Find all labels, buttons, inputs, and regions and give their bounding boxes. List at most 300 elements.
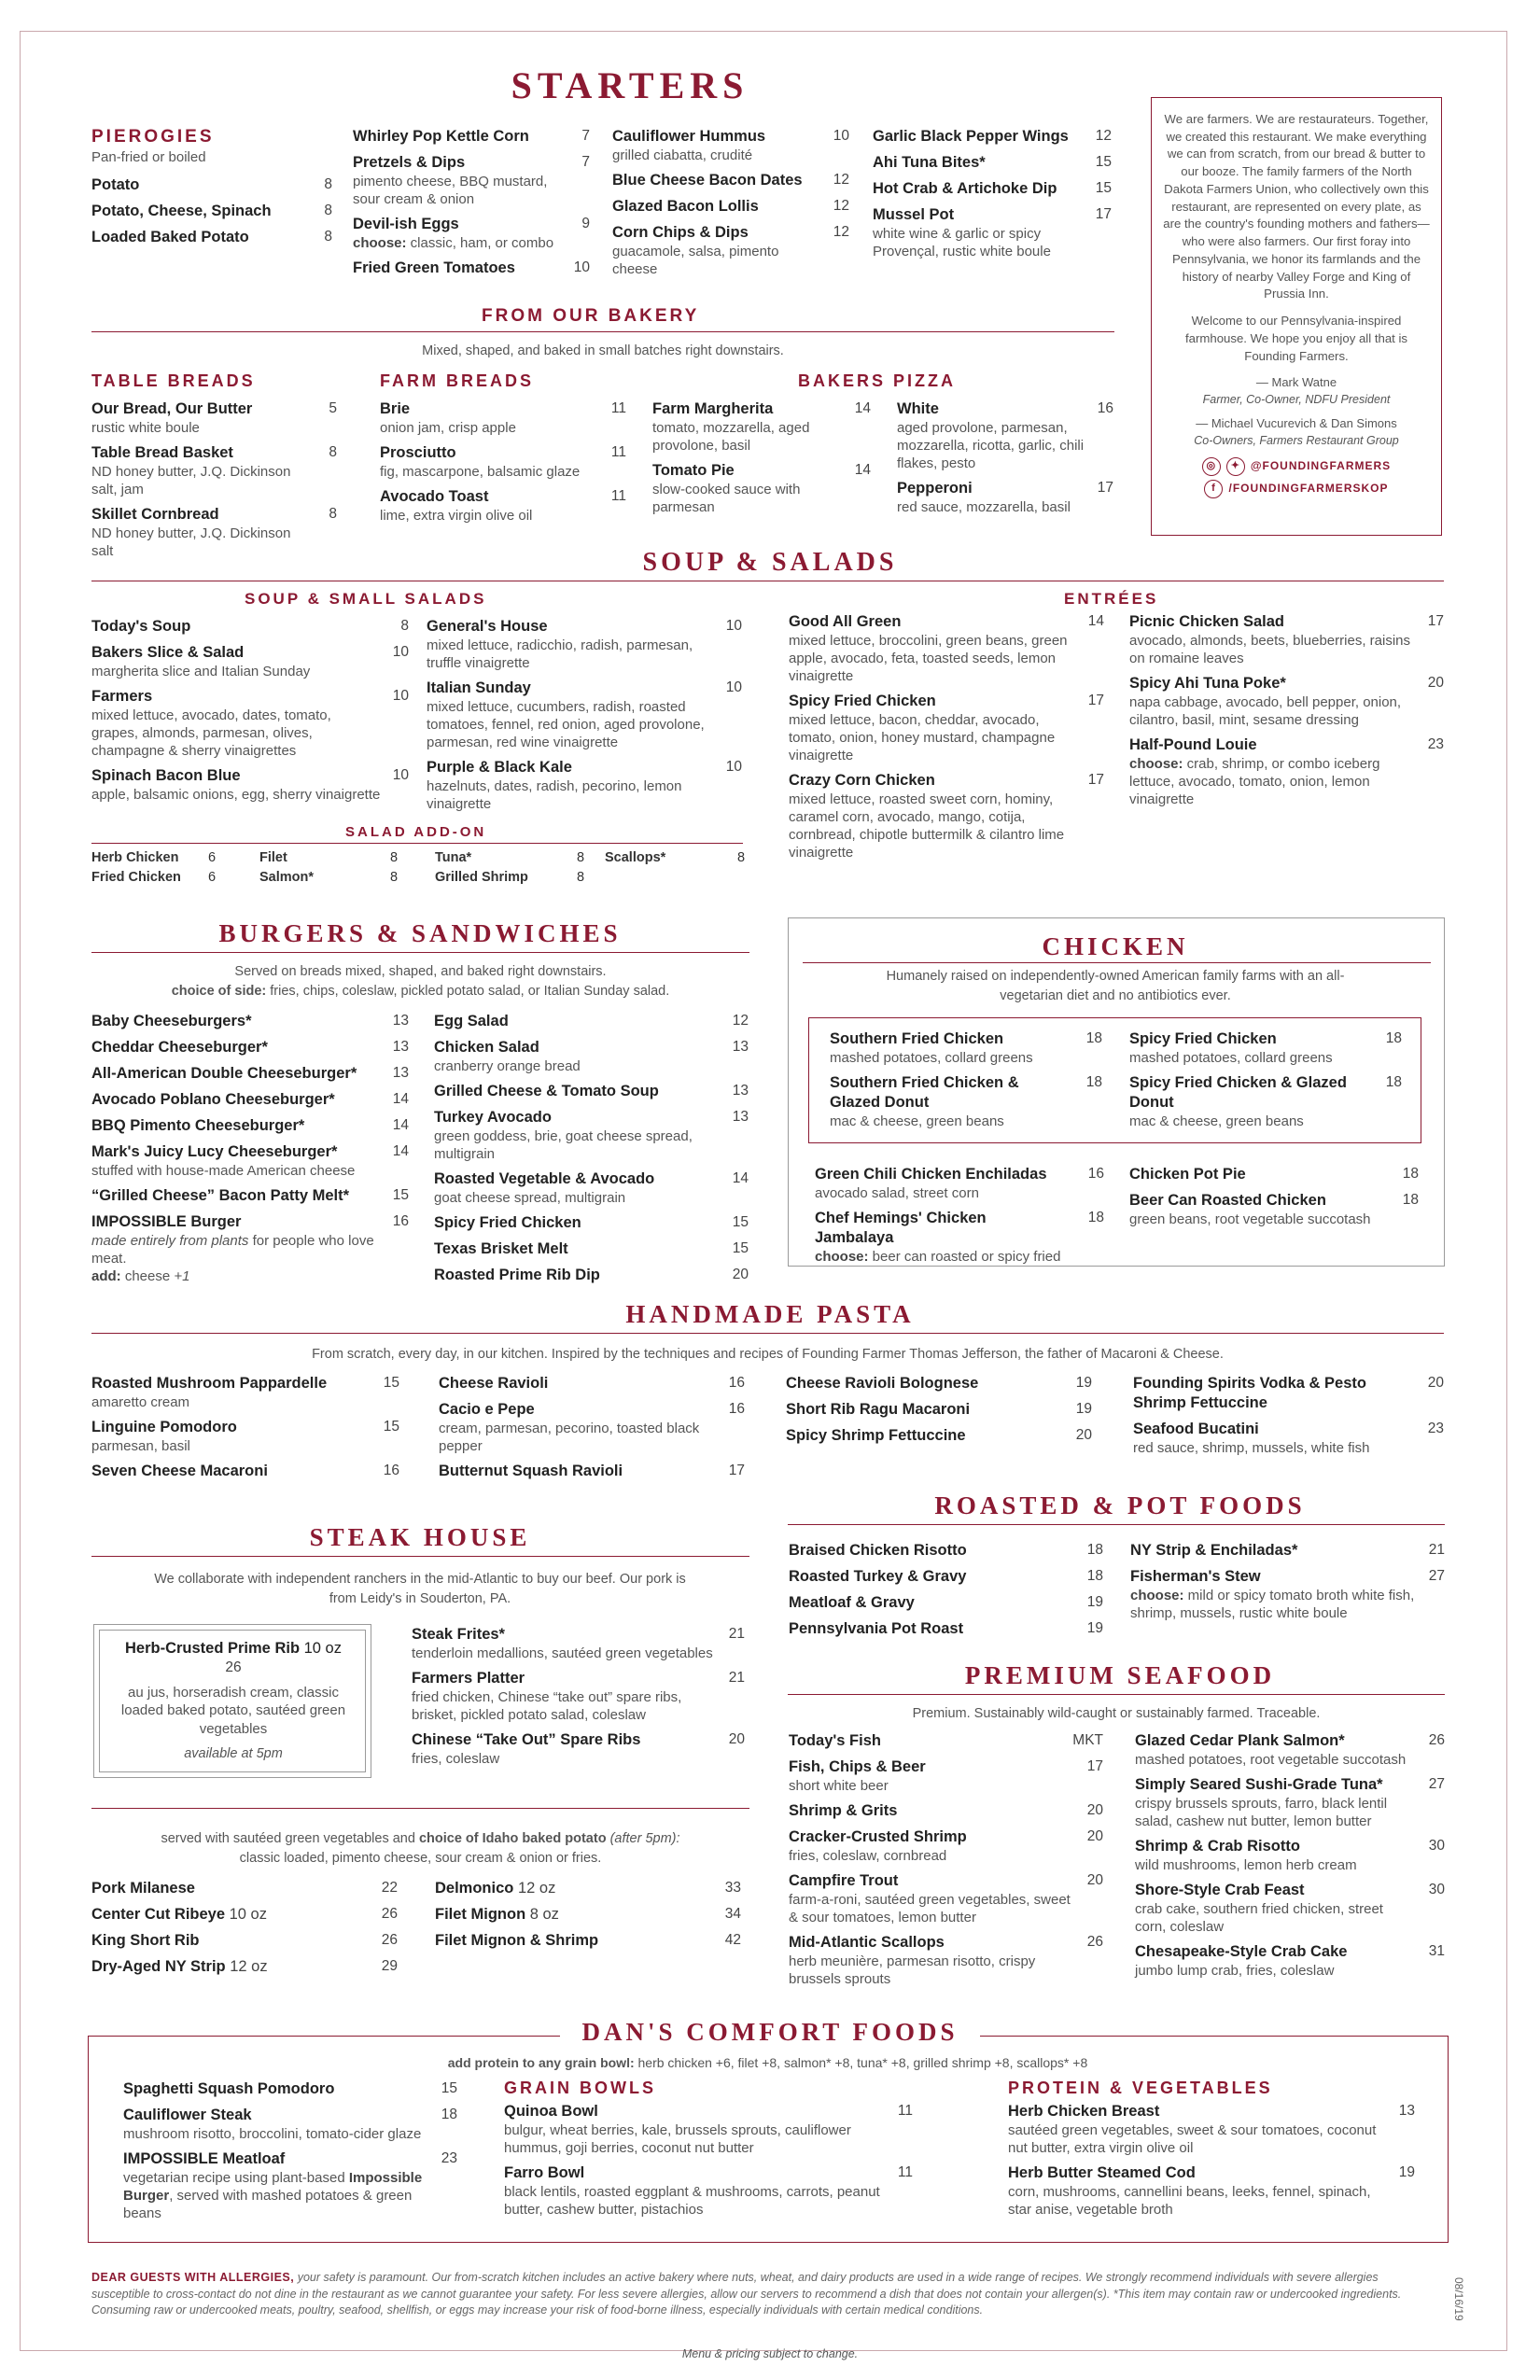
item-price: 15 [732,1239,749,1256]
comfort-column-2 [504,2102,913,2225]
item-desc-label: choose: [353,234,407,251]
menu-item [123,2079,457,2099]
item-price: 16 [728,1400,745,1417]
item-desc [91,525,337,560]
item-desc-text: tomato, mozzarella, aged provolone, basil [652,419,810,454]
menu-item [612,197,849,217]
item-desc-text: napa cabbage, avocado, bell pepper, onion, cilantro, basil, mint, sesame dressing [1129,694,1402,729]
item-desc-text: mixed lettuce, avocado, dates, tomato, grapes, almonds, parmesan, olives, champagne & sherry vinaigrettes [91,707,331,759]
item-name [91,643,409,663]
item-desc-text: slow-cooked sauce with parmesan [652,482,801,516]
item-price: 23 [1427,1420,1444,1436]
item-name-text: IMPOSSIBLE Burger [91,1212,242,1230]
item-price: 19 [1075,1400,1092,1417]
item-name-text: Today's Fish [789,1732,881,1749]
item-name [412,1730,745,1750]
item-name-text: Egg Salad [434,1013,509,1029]
item-desc-italic: made entirely from plants [91,1232,249,1249]
item-desc [427,698,742,751]
item-price: 14 [854,462,871,479]
item-desc [652,481,871,516]
item-desc [612,243,849,278]
item-price: 13 [392,1038,409,1055]
addon-price: 8 [577,870,585,885]
item-name-text: Farmers [91,687,153,705]
item-price: 18 [1086,1567,1103,1584]
menu-item [91,399,337,437]
twitter-icon: ✦ [1226,457,1245,476]
item-price: 13 [732,1108,749,1125]
item-desc-text: onion jam, crisp apple [380,419,516,436]
item-name-text: Fisherman's Stew [1130,1567,1261,1585]
steak-note: We collaborate with independent ranchers in the mid-Atlantic to buy our beef. Our pork is from Leidy's in Souderton, PA. [154,1572,686,1607]
pasta-column-4 [1133,1374,1444,1463]
item-name-text: Beer Can Roasted Chicken [1129,1191,1326,1209]
menu-item [873,205,1112,260]
menu-item [91,1090,409,1110]
item-desc-text: crab cake, southern fried chicken, street corn, coleslaw [1135,1901,1383,1936]
bakery-note: Mixed, shaped, and baked in small batches right downstairs. [422,343,784,358]
addon-name: Tuna* [435,850,472,865]
item-name [1133,1420,1444,1439]
item-price: 26 [381,1905,398,1922]
item-desc-text: mixed lettuce, broccolini, green beans, green apple, avocado, feta, toasted seeds, lemon vinaigrette [789,632,1068,685]
item-price: 17 [1427,613,1444,629]
item-desc-text: mac & cheese, green beans [1129,1113,1304,1129]
item-name-text: Cacio e Pepe [439,1400,535,1418]
comfort-column-3 [1008,2102,1415,2225]
item-desc-text: apple, balsamic onions, egg, sherry vinaigrette [91,787,381,803]
item-desc [353,234,590,252]
item-desc [815,1248,1104,1266]
item-desc-text: goat cheese spread, multigrain [434,1189,626,1206]
menu-item [91,175,332,195]
social-instagram[interactable] [1161,457,1432,476]
item-name [815,1209,1104,1248]
starters-column-2 [353,127,590,285]
menu-item [91,1905,398,1925]
item-desc [1129,1211,1419,1228]
addon-name: Fried Chicken [91,870,181,885]
item-desc [91,463,337,498]
item-name-text: Glazed Bacon Lollis [612,197,759,215]
item-name [434,1012,749,1031]
allergy-label: DEAR GUESTS WITH ALLERGIES, [91,2271,295,2284]
roasted-title: ROASTED & POT FOODS [934,1491,1306,1519]
item-price: 23 [441,2149,457,2166]
addon-price: 6 [208,870,217,885]
menu-item [1008,2102,1415,2157]
prime-rib-note: available at 5pm [184,1746,283,1762]
item-price: 10 [725,679,742,696]
item-desc-text: amaretto cream [91,1393,190,1410]
item-desc-text: crispy brussels sprouts, farro, black lentil salad, cashew nut butter, lemon butter [1135,1795,1388,1829]
item-desc [380,419,626,437]
menu-item [1133,1420,1444,1457]
item-name [786,1374,1092,1393]
menu-item [789,1757,1103,1795]
item-name-text: Avocado Poblano Cheeseburger* [91,1090,335,1108]
item-name [1129,735,1444,755]
item-name [786,1400,1092,1420]
item-price: 26 [381,1931,398,1948]
facebook-icon: f [1204,480,1223,498]
item-name [1129,674,1444,693]
starters-column-3 [612,127,849,285]
item-name-text: Mid-Atlantic Scallops [789,1933,945,1951]
item-desc [1129,693,1444,729]
item-name [435,1931,741,1951]
menu-item [897,399,1113,472]
item-name-text: Today's Soup [91,618,191,635]
item-desc-text: ND honey butter, J.Q. Dickinson salt, jam [91,463,291,497]
item-name [91,1879,398,1898]
item-name-text: Potato [91,176,140,193]
item-desc [1130,1587,1445,1622]
steak-note2-d: classic loaded, pimento cheese, sour cream & onion or fries. [239,1851,602,1867]
item-name-text: Glazed Cedar Plank Salmon* [1135,1732,1345,1749]
item-name [380,443,626,463]
menu-item [1129,1191,1419,1228]
item-name [789,1567,1103,1587]
item-desc-text: mashed potatoes, root vegetable succotash [1135,1751,1407,1768]
item-name-text: Pretzels & Dips [353,153,466,171]
menu-item [91,228,332,247]
item-name-text: Blue Cheese Bacon Dates [612,172,803,189]
item-price: 34 [724,1905,741,1922]
item-price: 30 [1428,1838,1445,1855]
bakery-title: FROM OUR BAKERY [482,306,700,326]
menu-item [353,259,590,278]
menu-item [1129,1073,1402,1130]
item-desc-text: mild or spicy tomato broth white fish, shrimp, mussels, rustic white boule [1130,1587,1415,1621]
item-name-text: Delmonico [435,1880,514,1897]
item-desc-text: grilled ciabatta, crudité [612,147,753,163]
item-name-text: Seven Cheese Macaroni [91,1463,268,1479]
item-desc-label: choose: [1130,1587,1184,1603]
item-name-text: Shrimp & Crab Risotto [1135,1838,1300,1855]
item-name [789,1757,1103,1777]
menu-item [873,179,1112,199]
item-name [91,1090,409,1110]
burgers-note [91,962,749,1001]
item-price: 15 [383,1419,399,1435]
item-add-label: add: [91,1267,121,1284]
item-name-text: Garlic Black Pepper Wings [873,128,1069,145]
item-desc [1008,2121,1415,2157]
item-price: 21 [728,1626,745,1642]
item-name [91,1116,409,1136]
addon-name: Herb Chicken [91,850,179,865]
item-name-text: Herb Chicken Breast [1008,2103,1160,2120]
role-1: Farmer, Co-Owner, NDFU President [1202,392,1391,406]
menu-item [353,153,590,208]
item-name [873,205,1112,225]
soup-column-2 [427,617,742,819]
item-price: 13 [392,1013,409,1029]
item-price: 20 [1086,1801,1103,1818]
farm-breads-list [380,399,626,531]
item-name-text: Picnic Chicken Salad [1129,613,1284,630]
item-name [91,1038,409,1057]
intro-paragraph-1: We are farmers. We are restaurateurs. Together, we created this restaurant. We make everything we can from scratch, from our bread & butter to our booze. The family farmers of the North Dakota Farmers Union, who collectively own this restaurant, are represented on every plate, as are the country's founding mothers and fathers—who were also farmers. Our first foray into Pennsylvania, we honor its farmlands and the history of nearby Valley Forge and King of Prussia Inn. [1163,112,1430,301]
item-name [1135,1775,1445,1795]
item-desc [434,1127,749,1163]
item-desc [897,419,1113,472]
item-desc [353,173,590,208]
item-desc-text: fried chicken, Chinese “take out” spare ribs, brisket, pickled potato salad, coleslaw [412,1688,682,1723]
steak-column-4 [435,1879,741,1957]
item-price: 30 [1428,1882,1445,1898]
steak-rule-2 [91,1808,749,1809]
item-name [91,1931,398,1951]
menu-item [612,171,849,190]
date-code: 08/16/19 [1452,2277,1465,2321]
addon-name: Filet [259,850,287,865]
menu-item [434,1082,749,1101]
item-name [427,617,742,637]
item-desc-text: margherita slice and Italian Sunday [91,663,311,679]
item-price: 26 [1428,1732,1445,1748]
item-name [91,1374,399,1393]
item-name [91,687,409,707]
item-name-text: Spicy Ahi Tuna Poke* [1129,675,1286,693]
prime-rib-price: 26 [225,1659,242,1676]
item-desc-text: classic, ham, or combo [406,234,554,251]
item-name [1130,1567,1445,1587]
item-name [91,617,409,637]
item-name [897,479,1113,498]
item-desc-text: mashed potatoes, collard greens [830,1049,1033,1066]
item-name [1135,1942,1445,1962]
menu-item [1135,1837,1445,1874]
burgers-note-label: choice of side: [171,984,267,1000]
item-price: 19 [1075,1375,1092,1391]
item-price: 9 [581,216,590,231]
pierogies-column [91,127,332,254]
burgers-note-2: fries, chips, coleslaw, pickled potato salad, or Italian Sunday salad. [266,984,670,1000]
item-oz: 12 oz [517,1880,556,1897]
item-name-text: Grilled Cheese & Tomato Soup [434,1082,659,1099]
item-price: 15 [1095,179,1112,196]
item-name-text: Shore-Style Crab Feast [1135,1882,1305,1899]
item-name-text: Chicken Pot Pie [1129,1166,1246,1183]
item-name [353,259,590,278]
item-desc [897,498,1113,516]
prime-rib-oz: 10 oz [303,1640,342,1657]
item-name [786,1426,1092,1446]
addon-price: 6 [208,850,217,865]
menu-item [789,692,1104,764]
item-desc [830,1049,1102,1067]
item-price: 14 [854,400,871,416]
item-desc-text: avocado, almonds, beets, blueberries, raisins on romaine leaves [1129,632,1410,666]
item-name [439,1462,745,1481]
item-desc-label: choose: [815,1248,869,1265]
item-name [123,2079,457,2099]
item-desc [91,419,337,437]
addon-price: 8 [390,870,399,885]
item-name-text: Linguine Pomodoro [91,1419,237,1435]
menu-item [1129,612,1444,667]
menu-item [1133,1374,1444,1413]
comfort-note [91,2053,1444,2072]
item-desc-text: aged provolone, parmesan, mozzarella, ricotta, garlic, chili flakes, pesto [897,419,1085,472]
protein-vegetables-title: PROTEIN & VEGETABLES [1008,2079,1273,2097]
item-add-price: +1 [174,1267,190,1284]
item-price: 18 [1402,1191,1419,1208]
item-name-text: Prosciutto [380,444,456,461]
menu-item [434,1266,749,1285]
item-name-text: Simply Seared Sushi-Grade Tuna* [1135,1776,1383,1793]
steak-note2-b: choice of Idaho baked potato [418,1831,607,1846]
item-name-text: Filet Mignon [435,1905,526,1923]
item-name-text: BBQ Pimento Cheeseburger* [91,1116,305,1134]
menu-item [789,771,1104,861]
social-facebook[interactable] [1161,480,1432,498]
menu-item [412,1730,745,1768]
item-desc [123,2169,457,2222]
menu-item [91,617,409,637]
item-name-text: Southern Fried Chicken & Glazed Donut [830,1074,1019,1111]
item-desc-text: mixed lettuce, radicchio, radish, parmesan, truffle vinaigrette [427,637,693,671]
menu-item [91,1038,409,1057]
item-desc-text: fries, coleslaw, cornbread [789,1847,947,1864]
item-name-text: Meatloaf & Gravy [789,1593,915,1611]
item-name [789,1731,1103,1751]
menu-item [1135,1775,1445,1830]
item-price: 21 [1428,1542,1445,1558]
addon-row-2 [91,870,743,889]
item-desc-text-2: , served with mashed potatoes & green beans [123,2187,413,2221]
seafood-title: PREMIUM SEAFOOD [964,1661,1276,1689]
menu-item [91,687,409,760]
item-name-text: Cracker-Crusted Shrimp [789,1827,967,1845]
item-name [504,2102,913,2121]
instagram-icon: ◎ [1202,457,1221,476]
item-price: 17 [1095,205,1112,222]
item-name [353,215,590,234]
menu-item [789,1801,1103,1821]
small-salads-title: SOUP & SMALL SALADS [245,590,487,608]
item-desc-text: green goddess, brie, goat cheese spread, multigrain [434,1127,693,1162]
item-price: 19 [1086,1593,1103,1610]
item-name [1130,1541,1445,1561]
addon-price: 8 [577,850,585,865]
item-name-text: Italian Sunday [427,679,531,697]
item-desc [789,1953,1103,1988]
menu-item [91,1186,409,1206]
item-price: 20 [732,1266,749,1282]
chicken-featured-column-2 [1129,1029,1402,1137]
item-name-text: Spicy Fried Chicken [434,1213,581,1231]
menu-item [91,1957,398,1977]
menu-item [353,127,590,147]
item-name [612,197,849,217]
item-name-text: Southern Fried Chicken [830,1030,1004,1047]
item-price: 33 [724,1880,741,1896]
prime-rib-item [108,1639,358,1763]
farm-breads-title: FARM BREADS [380,371,535,390]
item-name-text: Good All Green [789,613,902,630]
role-2: Co-Owners, Farmers Restaurant Group [1194,433,1399,447]
menu-item [434,1169,749,1207]
item-name-text: King Short Rib [91,1931,200,1949]
item-name-text: “Grilled Cheese” Bacon Patty Melt* [91,1186,349,1204]
seafood-column-1 [789,1731,1103,1995]
item-name-text: Center Cut Ribeye [91,1905,226,1923]
item-name [439,1400,745,1420]
item-price: 18 [441,2106,457,2122]
item-name-text: Spaghetti Squash Pomodoro [123,2080,335,2097]
item-name [91,1012,409,1031]
item-name-text: Steak Frites* [412,1626,505,1643]
menu-item [91,1462,399,1481]
item-price: 42 [724,1931,741,1948]
item-name-text: Roasted Vegetable & Avocado [434,1169,655,1187]
item-desc-text: avocado salad, street corn [815,1184,979,1201]
menu-item [380,443,626,481]
pasta-rule [91,1333,1444,1334]
item-price: 8 [329,444,337,460]
item-name [91,1212,409,1232]
pasta-title: HANDMADE PASTA [625,1300,915,1328]
menu-item [789,1731,1103,1751]
item-price: 20 [1427,675,1444,692]
item-name [504,2163,913,2183]
item-name-text: Potato, Cheese, Spinach [91,202,272,219]
item-name [815,1165,1104,1184]
item-price: 8 [400,618,409,634]
menu-item [1129,735,1444,808]
item-price: 27 [1428,1776,1445,1792]
item-name [91,1142,409,1162]
item-name [91,1186,409,1206]
signature-2: — Michael Vucurevich & Dan Simons [1196,416,1397,431]
comfort-note-text: herb chicken +6, filet +8, salmon* +8, tuna* +8, grilled shrimp +8, scallops* +8 [634,2055,1088,2070]
item-desc-text: parmesan, basil [91,1437,190,1454]
item-desc-text: red sauce, shrimp, mussels, white fish [1133,1439,1370,1456]
item-price: 18 [1087,1210,1104,1225]
item-desc [612,147,849,164]
item-name [789,1827,1103,1847]
item-desc [91,663,409,680]
entrees-column-1 [789,612,1104,868]
seafood-column-2 [1135,1731,1445,1986]
item-name-text: Half-Pound Louie [1129,736,1257,754]
menu-item [123,2149,457,2222]
item-desc-text: crab, shrimp, or combo iceberg lettuce, avocado, tomato, onion, lemon vinaigrette [1129,756,1380,808]
item-price: 17 [1087,772,1104,789]
addon-price: 8 [737,850,746,865]
item-name [91,228,332,247]
item-price: 15 [732,1213,749,1230]
pierogies-title: PIEROGIES [91,127,215,147]
item-price: 23 [1427,736,1444,753]
item-price: 7 [581,128,590,144]
item-name [612,171,849,190]
item-desc [789,711,1104,764]
item-name-text: Our Bread, Our Butter [91,400,253,417]
item-price: 18 [1085,1074,1102,1090]
salad-addon-title: SALAD ADD-ON [345,824,487,840]
item-name [434,1213,749,1233]
item-price: 26 [1086,1933,1103,1950]
menu-item [652,399,871,455]
item-name-text: Loaded Baked Potato [91,228,249,245]
addon-row-1 [91,850,746,869]
chicken-column-1 [815,1165,1104,1272]
